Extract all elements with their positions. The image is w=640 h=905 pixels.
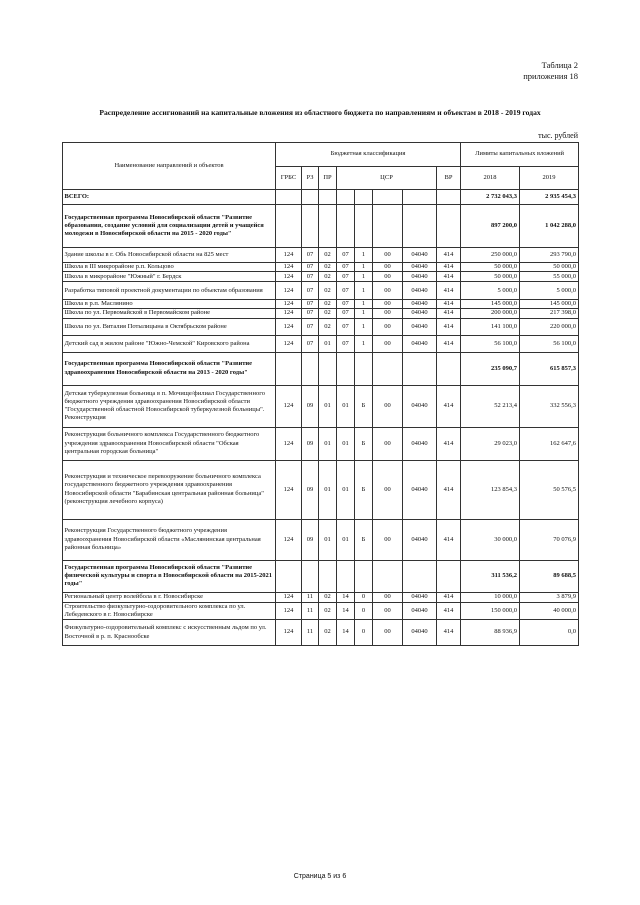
table-row xyxy=(63,519,579,560)
cell-csr-subprogram: 1 xyxy=(355,263,373,272)
cell-empty xyxy=(403,205,437,248)
cell-vr: 414 xyxy=(437,519,461,560)
cell-csr-direction: 04040 xyxy=(403,263,437,272)
row-name: Региональный центр волейбола в г. Новосибирске xyxy=(63,592,276,602)
cell-vr: 414 xyxy=(437,309,461,318)
cell-csr-program: 01 xyxy=(337,460,355,519)
cell-csr-subprogram: Б xyxy=(355,519,373,560)
cell-empty xyxy=(437,190,461,205)
cell-vr: 414 xyxy=(437,592,461,602)
document-title: Распределение ассигнований на капитальные вложения из областного бюджета по направлениям и объектам в 2018 - 2019 годах xyxy=(99,108,541,117)
cell-grbs: 124 xyxy=(276,282,302,300)
budget-table xyxy=(62,142,579,646)
cell-rz: 07 xyxy=(302,248,319,263)
cell-csr-subprogram: 0 xyxy=(355,620,373,646)
col-name-header: Наименование направлений и объектов xyxy=(63,143,276,190)
cell-grbs: 124 xyxy=(276,263,302,272)
cell-empty xyxy=(337,205,355,248)
row-name: Школа в III микрорайоне р.п. Кольцово xyxy=(63,263,276,272)
cell-2018: 150 000,0 xyxy=(461,602,520,619)
cell-csr-group: 00 xyxy=(373,282,403,300)
cell-2018: 145 000,0 xyxy=(461,300,520,309)
units-label: тыс. рублей xyxy=(538,131,578,140)
cell-csr-group: 00 xyxy=(373,309,403,318)
cell-2019: 3 879,9 xyxy=(520,592,579,602)
cell-vr: 414 xyxy=(437,272,461,282)
cell-empty xyxy=(403,190,437,205)
cell-grbs: 124 xyxy=(276,300,302,309)
cell-pr: 02 xyxy=(319,620,337,646)
cell-empty xyxy=(437,205,461,248)
cell-csr-group: 00 xyxy=(373,427,403,460)
cell-csr-subprogram: 0 xyxy=(355,592,373,602)
cell-pr: 02 xyxy=(319,309,337,318)
cell-2019: 2 935 454,3 xyxy=(520,190,579,205)
cell-empty xyxy=(337,560,355,592)
cell-2019: 50 576,5 xyxy=(520,460,579,519)
total-row xyxy=(63,190,579,205)
cell-csr-direction: 04040 xyxy=(403,309,437,318)
row-name: Школа в микрорайоне "Южный" г. Бердск xyxy=(63,272,276,282)
cell-csr-program: 14 xyxy=(337,620,355,646)
cell-2019: 145 000,0 xyxy=(520,300,579,309)
col-budget-class-header: Бюджетная классификация xyxy=(276,143,461,167)
cell-rz: 07 xyxy=(302,282,319,300)
cell-csr-direction: 04040 xyxy=(403,385,437,427)
row-name: Разработка типовой проектной документации по объектам образования xyxy=(63,282,276,300)
cell-2018: 5 000,0 xyxy=(461,282,520,300)
table-row xyxy=(63,309,579,318)
cell-csr-group: 00 xyxy=(373,460,403,519)
cell-grbs: 124 xyxy=(276,519,302,560)
cell-csr-subprogram: 1 xyxy=(355,282,373,300)
cell-csr-direction: 04040 xyxy=(403,602,437,619)
cell-grbs: 124 xyxy=(276,318,302,335)
cell-vr: 414 xyxy=(437,602,461,619)
page-number: Страница 5 из 6 xyxy=(293,873,347,880)
cell-2018: 52 213,4 xyxy=(461,385,520,427)
table-row xyxy=(63,460,579,519)
cell-csr-program: 07 xyxy=(337,309,355,318)
row-name: Детская туберкулезная больница в п. Мочище/филиал Государственного бюджетного учреждения здравоохранения Новосибирской области "Государственной областной Новосибирской туберкулезной больницы". Реконструкция xyxy=(63,385,276,427)
cell-2018: 897 200,0 xyxy=(461,205,520,248)
cell-csr-program: 01 xyxy=(337,385,355,427)
cell-pr: 01 xyxy=(319,427,337,460)
col-csr-header: ЦСР xyxy=(337,167,437,190)
table-row xyxy=(63,620,579,646)
table-body xyxy=(63,190,579,646)
cell-empty xyxy=(355,560,373,592)
cell-rz: 07 xyxy=(302,335,319,352)
cell-2018: 2 732 043,3 xyxy=(461,190,520,205)
cell-vr: 414 xyxy=(437,318,461,335)
cell-csr-subprogram: 1 xyxy=(355,318,373,335)
cell-csr-subprogram: 1 xyxy=(355,300,373,309)
cell-csr-subprogram: 1 xyxy=(355,248,373,263)
cell-grbs: 124 xyxy=(276,460,302,519)
cell-empty xyxy=(355,190,373,205)
cell-2019: 55 000,0 xyxy=(520,272,579,282)
cell-grbs: 124 xyxy=(276,335,302,352)
cell-csr-subprogram: 1 xyxy=(355,272,373,282)
cell-empty xyxy=(337,190,355,205)
cell-2019: 70 076,9 xyxy=(520,519,579,560)
cell-csr-program: 14 xyxy=(337,602,355,619)
row-name: Детский сад в жилом районе "Южно-Чемской" Кировского района xyxy=(63,335,276,352)
cell-empty xyxy=(276,352,302,385)
cell-vr: 414 xyxy=(437,263,461,272)
cell-empty xyxy=(302,560,319,592)
cell-2018: 235 090,7 xyxy=(461,352,520,385)
row-name: Школа в р.п. Маслянино xyxy=(63,300,276,309)
cell-rz: 11 xyxy=(302,602,319,619)
row-name: Здание школы в г. Обь Новосибирской области на 825 мест xyxy=(63,248,276,263)
cell-csr-group: 00 xyxy=(373,318,403,335)
table-row xyxy=(63,385,579,427)
cell-grbs: 124 xyxy=(276,248,302,263)
table-row xyxy=(63,602,579,619)
cell-empty xyxy=(302,352,319,385)
cell-empty xyxy=(276,205,302,248)
cell-empty xyxy=(373,560,403,592)
cell-rz: 09 xyxy=(302,519,319,560)
cell-csr-subprogram: Б xyxy=(355,385,373,427)
cell-empty xyxy=(355,205,373,248)
cell-csr-direction: 04040 xyxy=(403,335,437,352)
cell-csr-subprogram: 1 xyxy=(355,335,373,352)
cell-empty xyxy=(319,560,337,592)
cell-vr: 414 xyxy=(437,282,461,300)
row-name: Реконструкция больничного комплекса Государственного бюджетного учреждения здравоохранения Новосибирской области "Обская центральная городская больница" xyxy=(63,427,276,460)
row-name: Государственная программа Новосибирской области "Развитие образования, создание условий для социализации детей и учащейся молодежи в Новосибирской области на 2015 - 2020 годы" xyxy=(63,205,276,248)
cell-rz: 07 xyxy=(302,309,319,318)
cell-2018: 123 854,3 xyxy=(461,460,520,519)
table-row xyxy=(63,335,579,352)
cell-vr: 414 xyxy=(437,460,461,519)
cell-pr: 02 xyxy=(319,300,337,309)
cell-empty xyxy=(355,352,373,385)
cell-rz: 09 xyxy=(302,427,319,460)
cell-2018: 200 000,0 xyxy=(461,309,520,318)
cell-csr-program: 07 xyxy=(337,300,355,309)
cell-pr: 01 xyxy=(319,519,337,560)
col-2019-header: 2019 xyxy=(520,167,579,190)
cell-empty xyxy=(319,190,337,205)
table-label: Таблица 2 xyxy=(541,60,578,70)
row-name: Школа по ул. Виталия Потылицына в Октябрьском районе xyxy=(63,318,276,335)
table-row xyxy=(63,272,579,282)
cell-csr-group: 00 xyxy=(373,602,403,619)
appendix-label: приложения 18 xyxy=(523,71,578,81)
row-name: ВСЕГО: xyxy=(63,190,276,205)
row-name: Государственная программа Новосибирской области "Развитие здравоохранения Новосибирской области на 2013 - 2020 годы" xyxy=(63,352,276,385)
cell-empty xyxy=(403,560,437,592)
cell-csr-direction: 04040 xyxy=(403,248,437,263)
cell-csr-group: 00 xyxy=(373,620,403,646)
cell-grbs: 124 xyxy=(276,427,302,460)
cell-2018: 250 000,0 xyxy=(461,248,520,263)
col-limits-header: Лимиты капитальных вложений xyxy=(461,143,579,167)
cell-csr-direction: 04040 xyxy=(403,282,437,300)
program-row xyxy=(63,560,579,592)
cell-empty xyxy=(276,190,302,205)
cell-pr: 02 xyxy=(319,248,337,263)
cell-empty xyxy=(437,352,461,385)
cell-2019: 0,0 xyxy=(520,620,579,646)
cell-rz: 07 xyxy=(302,272,319,282)
cell-csr-program: 01 xyxy=(337,519,355,560)
cell-grbs: 124 xyxy=(276,272,302,282)
cell-vr: 414 xyxy=(437,300,461,309)
row-name: Реконструкция и техническое перевооружение больничного комплекса государственного бюджетного учреждения здравоохранения Новосибирской области "Барабинская центральная районная больница" (реконструкция лечебного корпуса) xyxy=(63,460,276,519)
cell-csr-direction: 04040 xyxy=(403,318,437,335)
cell-vr: 414 xyxy=(437,335,461,352)
cell-2018: 88 936,9 xyxy=(461,620,520,646)
cell-2018: 30 000,0 xyxy=(461,519,520,560)
col-pr-header: ПР xyxy=(319,167,337,190)
cell-csr-program: 07 xyxy=(337,282,355,300)
cell-csr-group: 00 xyxy=(373,263,403,272)
cell-csr-program: 07 xyxy=(337,318,355,335)
cell-2018: 29 023,0 xyxy=(461,427,520,460)
cell-2019: 50 000,0 xyxy=(520,263,579,272)
cell-grbs: 124 xyxy=(276,602,302,619)
cell-pr: 01 xyxy=(319,385,337,427)
cell-csr-group: 00 xyxy=(373,248,403,263)
cell-csr-direction: 04040 xyxy=(403,272,437,282)
cell-2019: 5 000,0 xyxy=(520,282,579,300)
cell-2019: 217 398,0 xyxy=(520,309,579,318)
cell-empty xyxy=(302,190,319,205)
cell-empty xyxy=(319,205,337,248)
cell-rz: 07 xyxy=(302,263,319,272)
col-2018-header: 2018 xyxy=(461,167,520,190)
cell-2019: 615 857,3 xyxy=(520,352,579,385)
cell-csr-program: 14 xyxy=(337,592,355,602)
cell-pr: 01 xyxy=(319,460,337,519)
cell-empty xyxy=(373,352,403,385)
row-name: Государственная программа Новосибирской области "Развитие физической культуры и спорта в Новосибирской области на 2015-2021 годы" xyxy=(63,560,276,592)
cell-grbs: 124 xyxy=(276,385,302,427)
cell-2018: 311 536,2 xyxy=(461,560,520,592)
cell-pr: 02 xyxy=(319,282,337,300)
row-name: Школа по ул. Первомайской в Первомайском районе xyxy=(63,309,276,318)
cell-csr-direction: 04040 xyxy=(403,592,437,602)
cell-empty xyxy=(373,205,403,248)
row-name: Физкультурно-оздоровительный комплекс с искусственным льдом по ул. Восточной в р. п. Краснообске xyxy=(63,620,276,646)
cell-2019: 162 647,6 xyxy=(520,427,579,460)
table-row xyxy=(63,592,579,602)
cell-2018: 56 100,0 xyxy=(461,335,520,352)
cell-empty xyxy=(373,190,403,205)
cell-2019: 220 000,0 xyxy=(520,318,579,335)
row-name: Реконструкция Государственного бюджетного учреждения здравоохранения Новосибирской области «Маслянинская центральная районная больница» xyxy=(63,519,276,560)
cell-csr-program: 07 xyxy=(337,335,355,352)
cell-pr: 02 xyxy=(319,263,337,272)
cell-csr-direction: 04040 xyxy=(403,427,437,460)
cell-grbs: 124 xyxy=(276,592,302,602)
cell-vr: 414 xyxy=(437,427,461,460)
cell-csr-program: 07 xyxy=(337,263,355,272)
row-name: Строительство физкультурно-оздоровительного комплекса по ул. Лебедевского в г. Новосибирске xyxy=(63,602,276,619)
program-row xyxy=(63,352,579,385)
cell-rz: 07 xyxy=(302,318,319,335)
cell-rz: 07 xyxy=(302,300,319,309)
cell-2018: 10 000,0 xyxy=(461,592,520,602)
cell-2019: 1 042 288,0 xyxy=(520,205,579,248)
cell-empty xyxy=(437,560,461,592)
cell-csr-subprogram: 1 xyxy=(355,309,373,318)
cell-pr: 02 xyxy=(319,592,337,602)
cell-rz: 09 xyxy=(302,460,319,519)
col-grbs-header: ГРБС xyxy=(276,167,302,190)
cell-grbs: 124 xyxy=(276,620,302,646)
cell-csr-program: 07 xyxy=(337,272,355,282)
cell-2019: 332 556,3 xyxy=(520,385,579,427)
cell-2018: 141 100,0 xyxy=(461,318,520,335)
table-row xyxy=(63,300,579,309)
cell-2018: 50 000,0 xyxy=(461,263,520,272)
cell-2019: 56 100,0 xyxy=(520,335,579,352)
cell-csr-group: 00 xyxy=(373,385,403,427)
cell-2019: 293 790,0 xyxy=(520,248,579,263)
cell-empty xyxy=(337,352,355,385)
cell-grbs: 124 xyxy=(276,309,302,318)
table-row xyxy=(63,318,579,335)
col-vr-header: ВР xyxy=(437,167,461,190)
cell-csr-direction: 04040 xyxy=(403,300,437,309)
cell-rz: 11 xyxy=(302,592,319,602)
program-row xyxy=(63,205,579,248)
cell-2019: 40 000,0 xyxy=(520,602,579,619)
cell-csr-subprogram: 0 xyxy=(355,602,373,619)
cell-csr-direction: 04040 xyxy=(403,519,437,560)
table-row xyxy=(63,263,579,272)
cell-empty xyxy=(276,560,302,592)
table-row xyxy=(63,282,579,300)
table-row xyxy=(63,427,579,460)
cell-pr: 02 xyxy=(319,602,337,619)
cell-csr-group: 00 xyxy=(373,519,403,560)
cell-csr-program: 07 xyxy=(337,248,355,263)
cell-pr: 01 xyxy=(319,335,337,352)
cell-csr-group: 00 xyxy=(373,300,403,309)
cell-pr: 02 xyxy=(319,318,337,335)
col-rz-header: РЗ xyxy=(302,167,319,190)
cell-csr-program: 01 xyxy=(337,427,355,460)
cell-rz: 11 xyxy=(302,620,319,646)
cell-pr: 02 xyxy=(319,272,337,282)
cell-2019: 89 688,5 xyxy=(520,560,579,592)
cell-empty xyxy=(302,205,319,248)
cell-csr-group: 00 xyxy=(373,335,403,352)
cell-csr-group: 00 xyxy=(373,592,403,602)
cell-vr: 414 xyxy=(437,248,461,263)
cell-empty xyxy=(403,352,437,385)
cell-csr-direction: 04040 xyxy=(403,460,437,519)
cell-2018: 50 000,0 xyxy=(461,272,520,282)
cell-empty xyxy=(319,352,337,385)
table-row xyxy=(63,248,579,263)
cell-csr-subprogram: Б xyxy=(355,460,373,519)
cell-csr-group: 00 xyxy=(373,272,403,282)
cell-rz: 09 xyxy=(302,385,319,427)
cell-csr-direction: 04040 xyxy=(403,620,437,646)
cell-vr: 414 xyxy=(437,385,461,427)
cell-csr-subprogram: Б xyxy=(355,427,373,460)
cell-vr: 414 xyxy=(437,620,461,646)
